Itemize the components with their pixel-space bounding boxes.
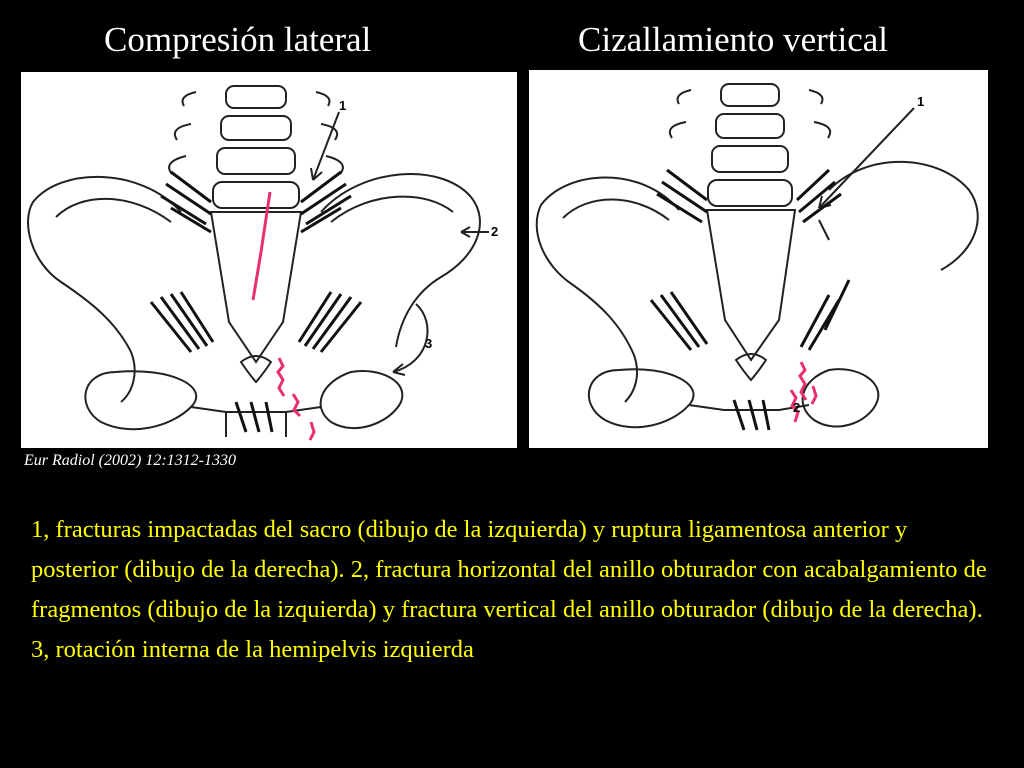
sacrum-right — [707, 210, 795, 360]
label-1-left: 1 — [339, 98, 347, 113]
vertical-shear-diagram — [529, 70, 988, 448]
label-3-left: 3 — [425, 336, 433, 351]
lateral-compression-diagram — [21, 72, 517, 448]
label-2-right: 2 — [793, 400, 801, 415]
arrow-1-right — [819, 108, 914, 208]
right-iliac-wing-right — [829, 162, 978, 270]
lumbar-spine-right — [670, 84, 830, 206]
left-obturator-ring-right — [589, 369, 694, 427]
pelvis-drawing-left — [21, 72, 517, 448]
citation: Eur Radiol (2002) 12:1312-1330 — [24, 452, 236, 469]
label-2-left: 2 — [491, 224, 499, 239]
label-1-right: 1 — [917, 94, 925, 109]
caption-text: 1, fracturas impactadas del sacro (dibujo de la izquierda) y ruptura ligamentosa anterior y posterior (dibujo de la derecha). 2, fractura horizontal del anillo obturador con acabalgamiento de fragmentos (dibujo de la izquierda) y fractura vertical del anillo obturador (dibujo de la derecha). 3, rotación interna de la hemipelvis izquierda — [31, 516, 987, 663]
left-iliac-wing — [28, 177, 181, 402]
title-vertical-shear: Cizallamiento vertical — [578, 20, 889, 59]
left-obturator-ring — [85, 371, 196, 429]
title-lateral-compression: Compresión lateral — [104, 20, 372, 59]
arrow-1 — [313, 112, 339, 180]
right-obturator-ring — [321, 371, 403, 428]
pelvis-drawing-right — [529, 70, 988, 448]
